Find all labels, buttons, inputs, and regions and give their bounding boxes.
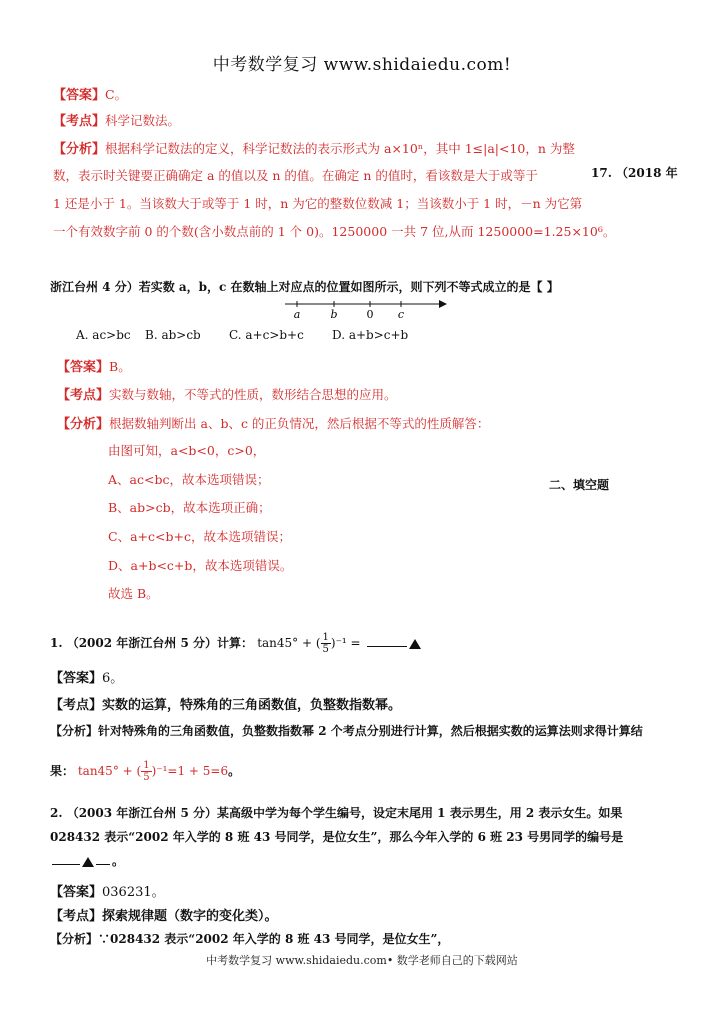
fill2-blank-line <box>50 852 124 869</box>
q17-step-4: C、a+c<b+c，故本选项错误； <box>108 529 291 544</box>
answer-label: 【答案】 <box>53 88 106 103</box>
analysis-text: 针对特殊角的三角函数值，负整数指数幂 2 个考点分别进行计算，然后根据实数的运算法则求得计算结 <box>98 724 643 738</box>
result-end: 。 <box>228 764 241 778</box>
q17-stem: 浙江台州 4 分）若实数 a，b，c 在数轴上对应点的位置如图所示，则下列不等式成立的是【 】 <box>50 280 559 294</box>
point-label: 【考点】 <box>53 114 106 129</box>
point-label: 【考点】 <box>50 909 103 924</box>
result-part-a: tan45° + ( <box>77 764 142 778</box>
label-a: a <box>293 308 301 321</box>
triangle-icon <box>409 639 421 649</box>
fill2-point <box>50 905 278 924</box>
fill2-analysis <box>50 930 449 947</box>
q17-step-5: D、a+b<c+b，故本选项错误。 <box>108 558 293 573</box>
fill2-answer <box>50 881 165 900</box>
answer-label: 【答案】 <box>57 360 110 375</box>
label-c: c <box>397 308 405 321</box>
axis-arrow <box>439 300 447 308</box>
point-label: 【考点】 <box>57 388 110 403</box>
q16-analysis-line-3: 1 还是小于 1。当该数大于或等于 1 时，n 为它的整数位数减 1；当该数小于 1 时，－n 为它第 <box>53 196 583 211</box>
option-a: A. ac>bc <box>76 328 131 342</box>
analysis-text: 根据科学记数法的定义，科学记数法的表示形式为 a×10ⁿ，其中 1≤|a|<10，n 为整 <box>105 141 575 156</box>
q17-point <box>57 384 397 403</box>
page-header: 中考数学复习 www.shidaiedu.com! <box>212 55 512 75</box>
answer-value: B。 <box>109 359 131 374</box>
point-value: 科学记数法。 <box>105 113 181 128</box>
analysis-label: 【分析】 <box>53 142 106 157</box>
page-footer: 中考数学复习 www.shidaiedu.com• 数学老师自己的下载网站 <box>206 954 518 967</box>
fraction-denominator: 5 <box>322 644 329 655</box>
q17-step-1: 由图可知，a<b<0，c>0， <box>108 443 266 458</box>
option-c: C. a+c>b+c <box>229 328 304 342</box>
q16-answer <box>53 84 127 103</box>
answer-label: 【答案】 <box>50 671 103 686</box>
point-label: 【考点】 <box>50 698 103 713</box>
triangle-icon <box>82 857 94 867</box>
result-fraction-denominator: 5 <box>143 772 150 783</box>
fill1-answer <box>50 667 123 686</box>
expr-part-b: )⁻¹ = <box>330 636 361 650</box>
point-value: 实数的运算，特殊角的三角函数值，负整数指数幂。 <box>102 698 402 713</box>
fraction <box>321 632 331 655</box>
expr-part-a: tan45° + ( <box>257 636 321 650</box>
q16-analysis-line-4: 一个有效数字前 0 的个数(含小数点前的 1 个 0)。1250000 一共 7 位,从而 1250000=1.25×10⁶。 <box>53 224 616 239</box>
q16-analysis-line-2: 数，表示时关键要正确确定 a 的值以及 n 的值。在确定 n 的值时，看该数是大于或等于 <box>53 168 538 183</box>
q17-step-2: A、ac<bc，故本选项错误； <box>108 472 270 487</box>
analysis-label: 【分析】 <box>50 724 99 738</box>
point-value: 实数与数轴，不等式的性质，数形结合思想的应用。 <box>109 387 397 402</box>
fill1-stem <box>50 632 421 655</box>
fill2-stem-line-1: 2. （2003 年浙江台州 5 分）某高级中学为每个学生编号，设定末尾用 1 表示男生，用 2 表示女生。如果 <box>50 806 623 820</box>
option-b: B. ab>cb <box>145 328 201 342</box>
fraction-numerator: 1 <box>322 632 329 643</box>
result-fraction-numerator: 1 <box>143 760 150 771</box>
result-part-b: )⁻¹=1 + 5=6 <box>151 764 229 778</box>
answer-value: 036231。 <box>102 885 165 900</box>
fill1-stem-text: 1. （2002 年浙江台州 5 分）计算： <box>50 636 253 650</box>
result-expression <box>77 760 229 783</box>
answer-label: 【答案】 <box>50 885 103 900</box>
result-fraction <box>141 760 151 783</box>
q17-step-6: 故选 B。 <box>108 586 159 601</box>
answer-blank-tail <box>96 864 110 865</box>
point-value: 探索规律题（数字的变化类）。 <box>102 909 278 924</box>
answer-value: C。 <box>105 87 128 102</box>
fill1-analysis <box>50 722 643 739</box>
blank-end: 。 <box>112 854 125 868</box>
analysis-label: 【分析】 <box>50 932 99 946</box>
q17-number: 17. （2018 年 <box>591 166 678 180</box>
fill1-point <box>50 694 401 713</box>
q17-answer <box>57 356 131 375</box>
answer-blank <box>52 864 80 865</box>
answer-value: 6。 <box>102 671 124 686</box>
analysis-text: 根据数轴判断出 a、b、c 的正负情况，然后根据不等式的性质解答： <box>109 416 490 431</box>
answer-blank <box>367 646 407 647</box>
option-d: D. a+b>c+b <box>332 328 409 342</box>
label-b: b <box>330 308 338 321</box>
label-0: 0 <box>366 308 374 321</box>
fill1-result <box>50 760 240 783</box>
analysis-label: 【分析】 <box>57 417 110 432</box>
q17-step-3: B、ab>cb，故本选项正确； <box>108 500 271 515</box>
q16-analysis-line-1 <box>53 138 575 157</box>
q16-point <box>53 110 180 129</box>
analysis-text: ∵028432 表示“2002 年入学的 8 班 43 号同学，是位女生”， <box>98 932 450 946</box>
fill1-expression <box>257 632 361 655</box>
section-title: 二、填空题 <box>549 478 610 492</box>
result-prefix: 果： <box>50 764 75 778</box>
fill2-stem-line-2: 028432 表示“2002 年入学的 8 班 43 号同学，是位女生”，那么今年入学的 6 班 23 号男同学的编号是 <box>50 830 624 844</box>
q17-analysis <box>57 413 489 432</box>
